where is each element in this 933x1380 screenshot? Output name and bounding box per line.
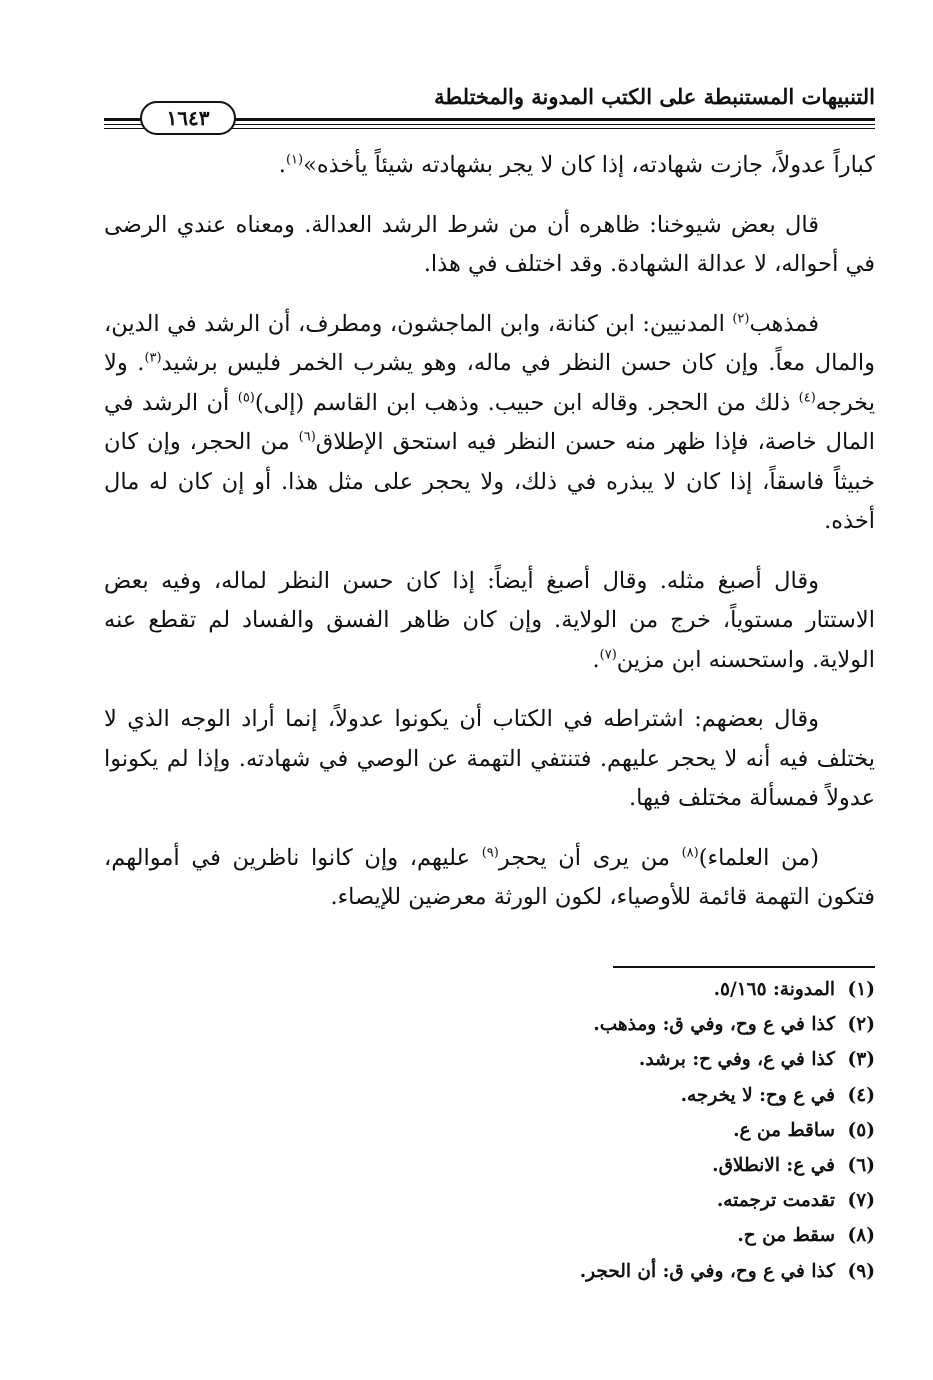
footnote-item	[104, 1007, 875, 1042]
footnote-ref-5: (٥)	[237, 390, 255, 405]
footnote-text: تقدمت ترجمته.	[716, 1190, 835, 1212]
paragraph-3-part-f: من الحجر، وإن كان خبيثاً فاسقاً، إذا كان لا يبذره في ذلك، ولا يحجر على مثل هذا. أو إن كان له مال أخذه.	[104, 429, 875, 534]
paragraph-4	[104, 562, 875, 681]
footnote-ref-9: (٩)	[481, 845, 499, 860]
footnote-ref-1: (١)	[285, 152, 304, 168]
paragraph-6-part-a: (من العلماء)	[698, 844, 819, 871]
footnote-number: (٨)	[847, 1225, 875, 1247]
paragraph-3-part-d: ذلك من الحجر. وقاله ابن حبيب. وذهب ابن القاسم (إلى)	[254, 389, 799, 416]
footnote-number: (٦)	[847, 1155, 875, 1177]
footnote-item	[104, 1042, 875, 1077]
paragraph-4-part-a: وقال أصبغ مثله. وقال أصبغ أيضاً: إذا كان حسن النظر لماله، وفيه بعض الاستتار مستوياً، خرج من الولاية. وإن كان ظاهر الفسق والفساد لم تقطع عنه الولاية. واستحسنه ابن مزين	[104, 567, 875, 673]
footnote-text: في ع: الانطلاق.	[712, 1155, 835, 1177]
paragraph-6-part-b: من يرى أن يحجر	[498, 844, 682, 871]
paragraph-1	[104, 146, 875, 186]
paragraph-3-part-e: أن الرشد في المال خاصة، فإذا ظهر منه حسن النظر فيه استحق الإطلاق	[104, 389, 875, 455]
footnote-text: كذا في ع، وفي ح: برشد.	[638, 1049, 835, 1071]
paragraph-4-part-b: .	[592, 646, 600, 673]
footnote-item	[104, 972, 875, 1007]
paragraph-6	[104, 839, 875, 918]
paragraph-1-text: كباراً عدولاً، جازت شهادته، إذا كان لا يجر بشهادته شيئاً يأخذه»	[303, 152, 875, 178]
footnote-ref-4: (٤)	[798, 390, 816, 405]
footnote-item	[104, 1078, 875, 1113]
footnote-item	[104, 1218, 875, 1253]
paragraph-6-part-c: عليهم، وإن كانوا ناظرين في أموالهم، فتكون التهمة قائمة للأوصياء، لكون الورثة معرضين للإيصاء.	[104, 844, 875, 910]
paragraph-3-part-b: المدنيين: ابن كنانة، وابن الماجشون، ومطرف، أن الرشد في الدين، والمال معاً. وإن كان حسن النظر في ماله، وهو يشرب الخمر فليس برشيد	[104, 310, 875, 376]
footnote-number: (٩)	[847, 1260, 875, 1282]
footnote-number: (٣)	[847, 1049, 875, 1071]
paragraph-3-part-a: فمذهب	[749, 310, 819, 337]
paragraph-3-part-c: . ولا يخرجه	[104, 350, 875, 416]
footnote-ref-7: (٧)	[599, 647, 617, 662]
body-text	[104, 146, 875, 938]
footnote-item	[104, 1254, 875, 1289]
footnote-item	[104, 1183, 875, 1218]
footnote-ref-3: (٣)	[144, 350, 162, 366]
footnote-ref-2: (٢)	[732, 311, 750, 326]
footnote-text: المدونة: ٥/١٦٥.	[713, 979, 835, 1000]
footnotes	[104, 972, 875, 1289]
footnote-number: (٤)	[847, 1084, 875, 1106]
footnote-ref-6: (٦)	[298, 429, 316, 445]
footnote-number: (١)	[847, 979, 875, 1000]
footnote-item	[104, 1113, 875, 1148]
running-title: التنبيهات المستنبطة على الكتب المدونة والمختلطة	[434, 84, 875, 109]
footnote-text: في ع وح: لا يخرجه.	[680, 1084, 835, 1106]
footnote-number: (٧)	[847, 1190, 875, 1212]
footnote-text: سقط من ح.	[737, 1225, 835, 1247]
footnote-number: (٥)	[847, 1119, 875, 1141]
footnote-text: كذا في ع وح، وفي ق: ومذهب.	[593, 1014, 835, 1036]
footnote-text: ساقط من ع.	[733, 1119, 835, 1141]
footnote-text: كذا في ع وح، وفي ق: أن الحجر.	[579, 1260, 835, 1282]
paragraph-2: قال بعض شيوخنا: ظاهره أن من شرط الرشد العدالة. ومعناه عندي الرضى في أحواله، لا عدالة الشهادة. وقد اختلف في هذا.	[104, 211, 875, 277]
footnote-number: (٢)	[847, 1014, 875, 1036]
paragraph-3	[104, 305, 875, 542]
paragraph-5: وقال بعضهم: اشتراطه في الكتاب أن يكونوا عدولاً، إنما أراد الوجه الذي لا يختلف فيه أنه لا يحجر عليهم. فتنتفي التهمة عن الوصي في شهادته. وإذا لم يكونوا عدولاً فمسألة مختلف فيها.	[104, 706, 875, 811]
paragraph-1-tail: .	[278, 152, 286, 178]
page-number: ١٦٤٣	[140, 101, 236, 135]
footnote-ref-8: (٨)	[681, 845, 699, 860]
footnote-item	[104, 1148, 875, 1183]
footnote-separator	[613, 966, 875, 968]
